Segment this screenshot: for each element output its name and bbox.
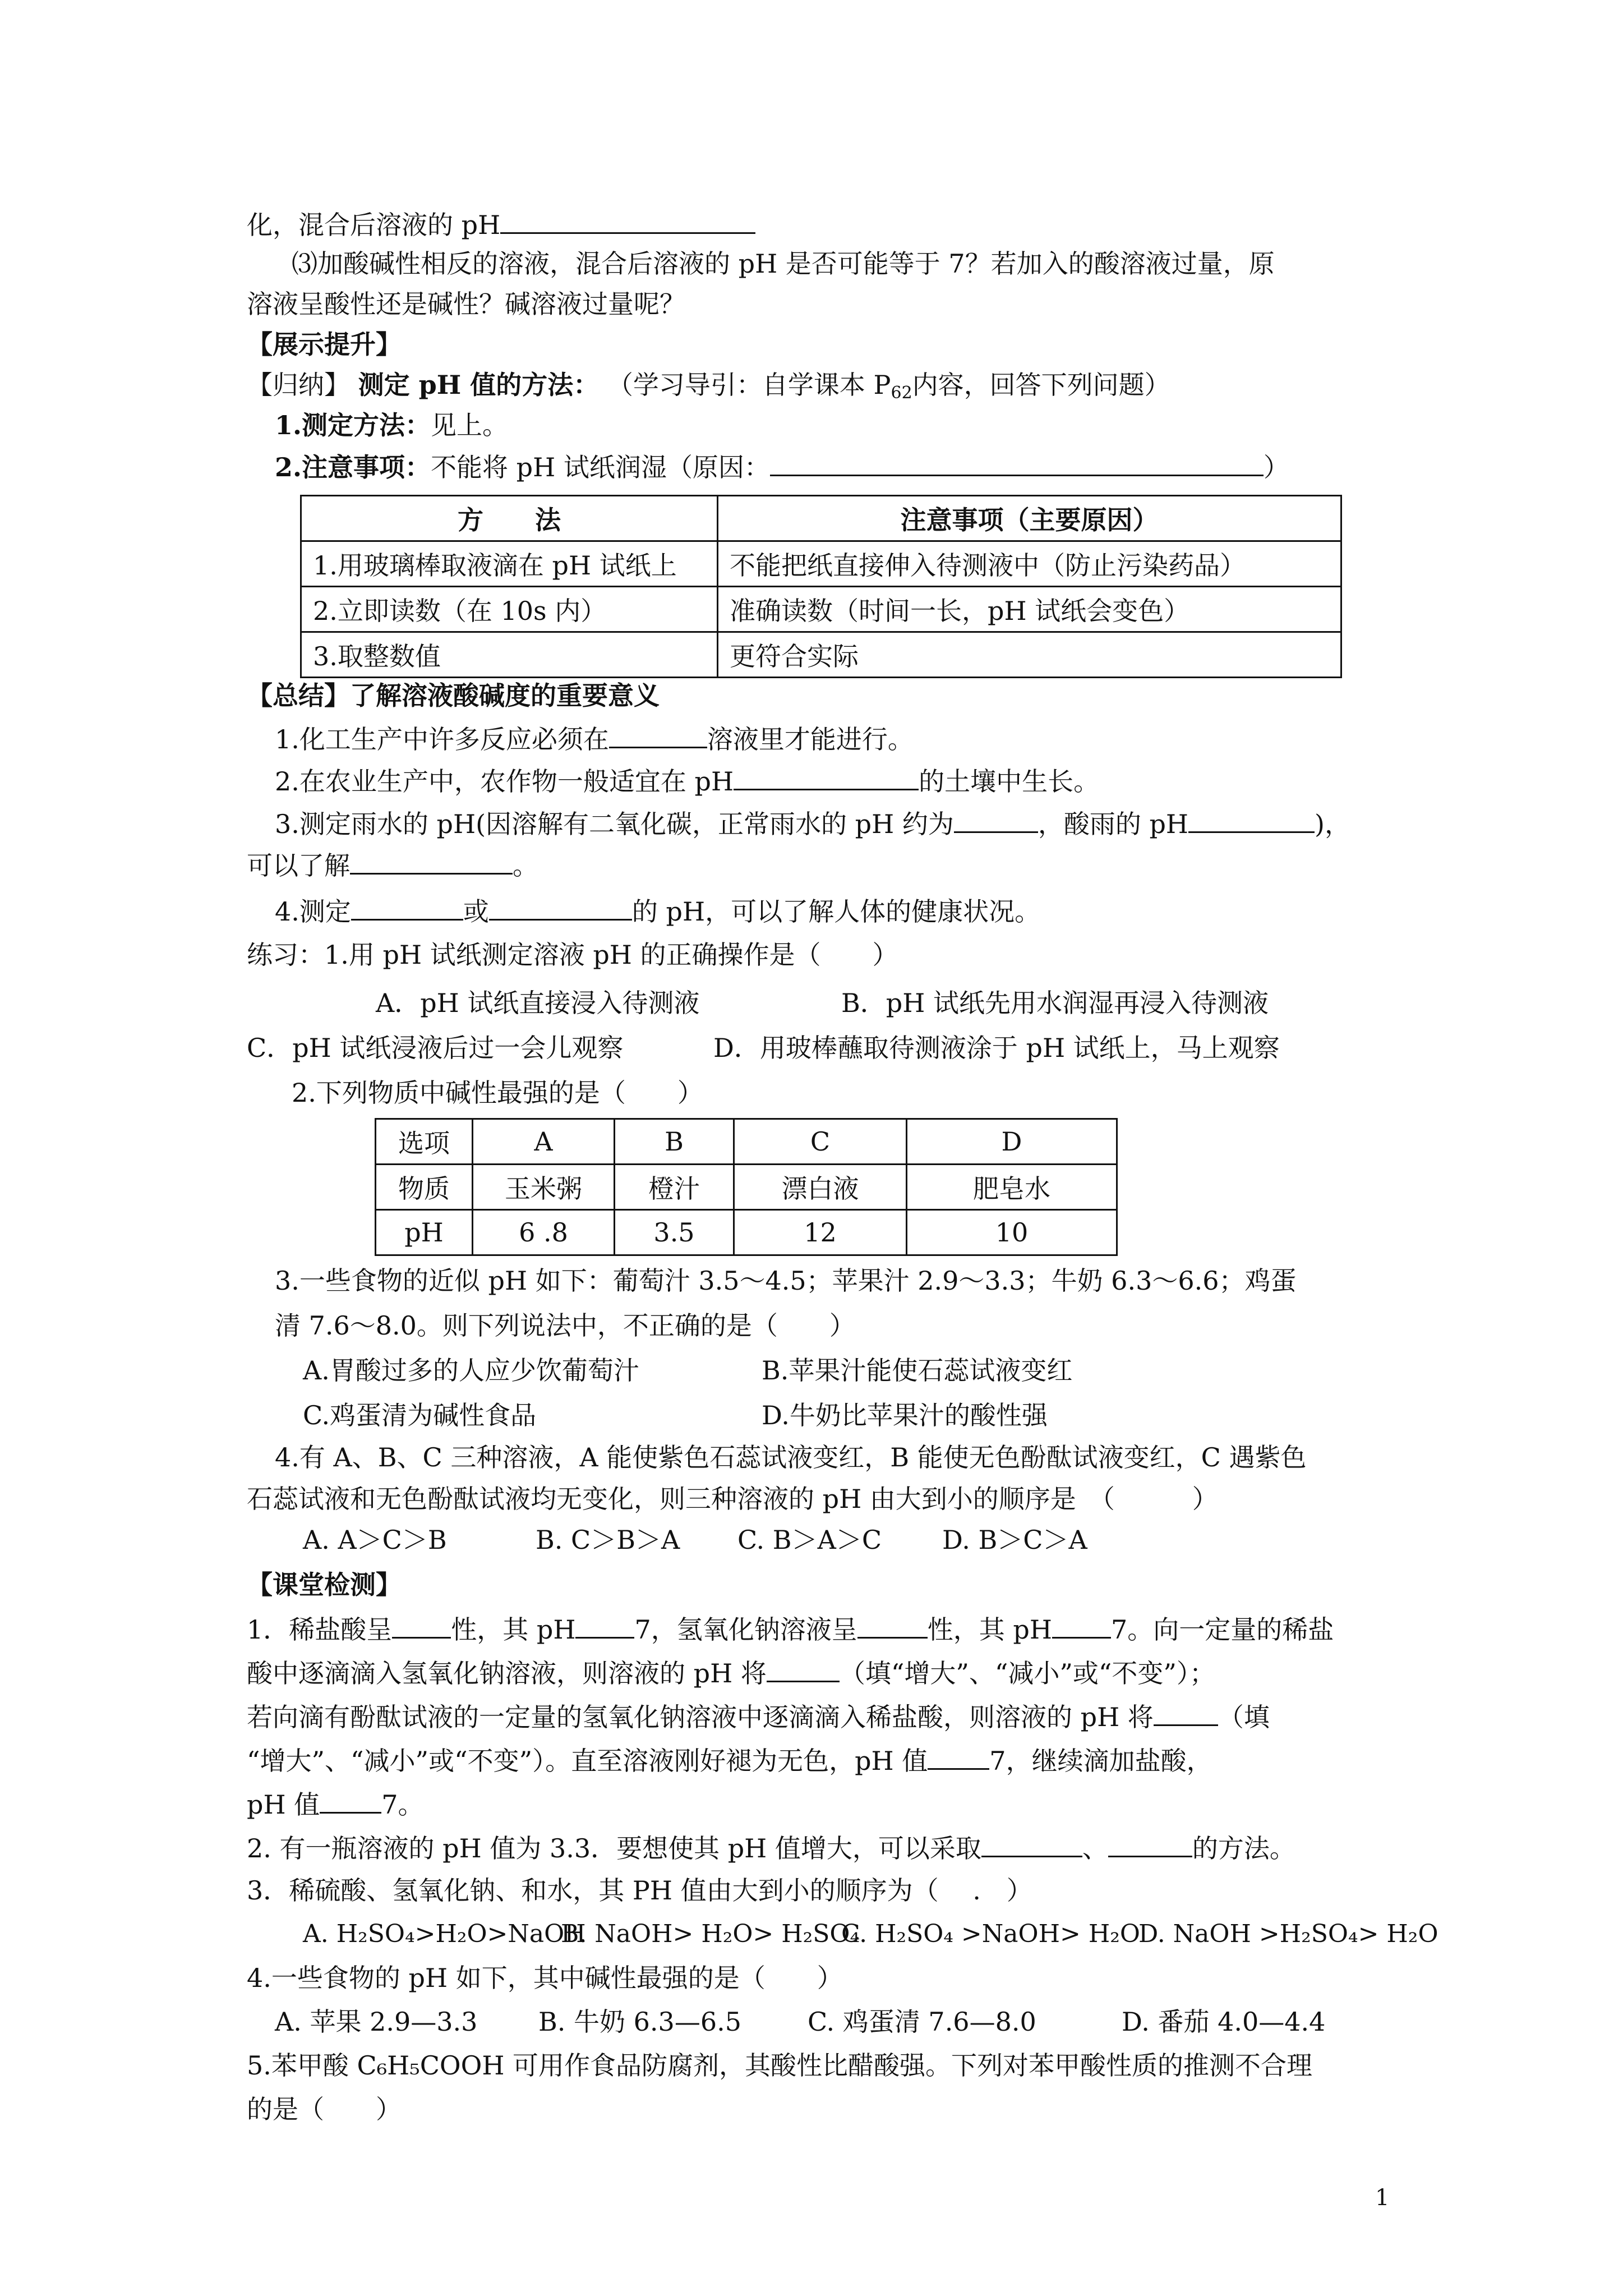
table-cell: D [907,1119,1117,1165]
ex4-option-c: C. B＞A＞C [737,1525,882,1555]
check-3-option-b: B. NaOH> H₂O> H₂SO₄ [561,1920,860,1948]
check-5: 5.苯甲酸 C₆H₅COOH 可用作食品防腐剂，其酸性比醋酸强。下列对苯甲酸性质的推测不合理 [247,2050,1313,2081]
fill-blank[interactable] [1188,806,1315,833]
ex4-option-d: D. B＞C＞A [942,1525,1087,1555]
notice-line: 2.注意事项：不能将 pH 试纸润湿（原因： ） [275,449,1289,484]
summary-item-2: 2.在农业生产中，农作物一般适宜在 pH 的土壤中生长。 [275,763,1099,798]
check-1-line-2: 酸中逐滴滴入氢氧化钠溶液，则溶液的 pH 将 （填“增大”、“减小”或“不变”）； [247,1655,1215,1690]
table-cell: 6 .8 [473,1210,615,1255]
table-row [376,1165,1117,1210]
fill-blank[interactable] [857,1611,928,1639]
table-cell: 10 [907,1210,1117,1255]
table-row [301,496,1341,541]
check-3: 3．稀硫酸、氢氧化钠、和水，其 PH 值由大到小的顺序为（ . ） [247,1875,1032,1906]
check-3-option-c: C. H₂SO₄ >NaOH> H₂O [841,1920,1140,1948]
table-row [301,541,1341,587]
section-heading-check: 【课堂检测】 [247,1570,402,1600]
table-cell: 更符合实际 [718,632,1341,678]
line-1: 化，混合后溶液的 pH [247,206,755,242]
table-cell: 不能把纸直接伸入待测液中（防止污染药品） [718,541,1341,587]
summary-item-3-cont: 可以了解 。 [247,847,538,882]
fill-blank[interactable] [928,1742,989,1770]
section-heading-zhanshi: 【展示提升】 [247,329,402,360]
fill-blank[interactable] [350,847,513,875]
table-cell: B [615,1119,734,1165]
check-1-line-4: “增大”、“减小”或“不变”）。直至溶液刚好褪为无色，pH 值 7，继续滴加盐酸， [247,1742,1212,1778]
check-1: 1．稀盐酸呈 性，其 pH 7，氢氧化钠溶液呈 性，其 pH 7。向一定量的稀盐 [247,1611,1334,1646]
check-3-option-d: D. NaOH >H₂SO₄> H₂O [1138,1920,1438,1948]
fill-blank[interactable] [770,449,1264,476]
check-1-line-3: 若向滴有酚酞试液的一定量的氢氧化钠溶液中逐滴滴入稀盐酸，则溶液的 pH 将 （填 [247,1699,1270,1734]
check-2: 2. 有一瓶溶液的 pH 值为 3.3．要想使其 pH 值增大，可以采取 、 的方法。 [247,1830,1295,1865]
table-cell: 2.立即读数（在 10s 内） [301,587,718,632]
fill-blank[interactable] [1052,1611,1111,1639]
fill-blank[interactable] [1154,1699,1218,1726]
check-5-cont: 的是（ ） [247,2094,402,2124]
method-line: 1.测定方法：见上。 [275,410,509,440]
check-4-option-d: D. 番茄 4.0—4.4 [1122,2007,1326,2037]
summary-item-1: 1.化工生产中许多反应必须在 溶液里才能进行。 [275,721,914,756]
method-table [300,495,1342,678]
table-row [376,1119,1117,1165]
table-cell: 12 [734,1210,907,1255]
fill-blank[interactable] [767,1655,840,1682]
table-cell: A [473,1119,615,1165]
exercise-4-cont: 石蕊试液和无色酚酞试液均无变化，则三种溶液的 pH 由大到小的顺序是 （ ） [247,1484,1218,1514]
fill-blank[interactable] [1108,1830,1192,1857]
fill-blank[interactable] [954,806,1038,833]
ex1-option-b: B．pH 试纸先用水润湿再浸入待测液 [841,988,1269,1018]
summary-item-3: 3.测定雨水的 pH(因溶解有二氧化碳，正常雨水的 pH 约为 ，酸雨的 pH )， [275,806,1350,841]
ex4-option-a: A. A＞C＞B [303,1525,447,1555]
ex3-option-d: D.牛奶比苹果汁的酸性强 [762,1400,1048,1430]
page-number: 1 [1375,2185,1390,2211]
table-header-cell: 注意事项（主要原因） [718,496,1341,541]
summary-item-4: 4.测定 或 的 pH，可以了解人体的健康状况。 [275,893,1040,928]
fill-blank[interactable] [981,1830,1082,1857]
summary-heading: 【总结】了解溶液酸碱度的重要意义 [247,680,660,711]
exercise-4: 4.有 A、B、C 三种溶液，A 能使紫色石蕊试液变红，B 能使无色酚酞试液变红，C 遇紫色 [275,1442,1307,1473]
check-4-option-c: C. 鸡蛋清 7.6—8.0 [808,2007,1036,2037]
table-cell: 玉米粥 [473,1165,615,1210]
check-1-line-5: pH 值 7。 [247,1786,423,1821]
ex1-option-a: A．pH 试纸直接浸入待测液 [376,988,700,1018]
check-4-option-a: A. 苹果 2.9—3.3 [275,2007,478,2037]
fill-blank[interactable] [609,721,707,748]
ph-table [375,1118,1118,1256]
fill-blank[interactable] [320,1786,381,1814]
line-3: 溶液呈酸性还是碱性？碱溶液过量呢？ [247,289,685,319]
table-cell: 橙汁 [615,1165,734,1210]
table-cell: pH [376,1210,473,1255]
ex3-option-a: A.胃酸过多的人应少饮葡萄汁 [303,1355,639,1386]
table-cell: 3.5 [615,1210,734,1255]
table-cell: 1.用玻璃棒取液滴在 pH 试纸上 [301,541,718,587]
guina-line: 【归纳】 测定 pH 值的方法： （学习导引：自学课本 $P_{62}$内容，回答下列问题） [247,370,1170,403]
table-header-cell: 方 法 [301,496,718,541]
table-cell: 3.取整数值 [301,632,718,678]
check-4-option-b: B. 牛奶 6.3—6.5 [538,2007,741,2037]
check-3-option-a: A. H₂SO₄>H₂O>NaOH [303,1920,586,1948]
fill-blank[interactable] [500,206,755,234]
ex3-option-c: C.鸡蛋清为碱性食品 [303,1400,537,1430]
exercise-2: 2.下列物质中碱性最强的是（ ） [292,1078,703,1108]
fill-blank[interactable] [489,893,632,921]
ex3-option-b: B.苹果汁能使石蕊试液变红 [762,1355,1073,1386]
table-cell: 选项 [376,1119,473,1165]
table-cell: 肥皂水 [907,1165,1117,1210]
fill-blank[interactable] [734,763,919,790]
table-cell: 准确读数（时间一长，pH 试纸会变色） [718,587,1341,632]
fill-blank[interactable] [575,1611,634,1639]
table-row [301,587,1341,632]
exercise-3-cont: 清 7.6～8.0。则下列说法中，不正确的是（ ） [275,1310,855,1341]
table-cell: 物质 [376,1165,473,1210]
exercise-intro: 练习：1.用 pH 试纸测定溶液 pH 的正确操作是（ ） [247,940,898,970]
ex1-option-d: D．用玻棒蘸取待测液涂于 pH 试纸上，马上观察 [713,1033,1280,1063]
ex1-option-c: C．pH 试纸浸液后过一会儿观察 [247,1033,624,1063]
fill-blank[interactable] [392,1611,451,1639]
fill-blank[interactable] [351,893,463,921]
table-cell: C [734,1119,907,1165]
table-row [301,632,1341,678]
ex4-option-b: B. C＞B＞A [536,1525,680,1555]
table-cell: 漂白液 [734,1165,907,1210]
exercise-3: 3.一些食物的近似 pH 如下：葡萄汁 3.5～4.5；苹果汁 2.9～3.3；牛奶 6.3～6.6；鸡蛋 [275,1266,1297,1296]
table-row [376,1210,1117,1255]
line-2: ⑶加酸碱性相反的溶液，混合后溶液的 pH 是否可能等于 7？若加入的酸溶液过量，原 [292,249,1275,279]
check-4: 4.一些食物的 pH 如下，其中碱性最强的是（ ） [247,1963,843,1993]
